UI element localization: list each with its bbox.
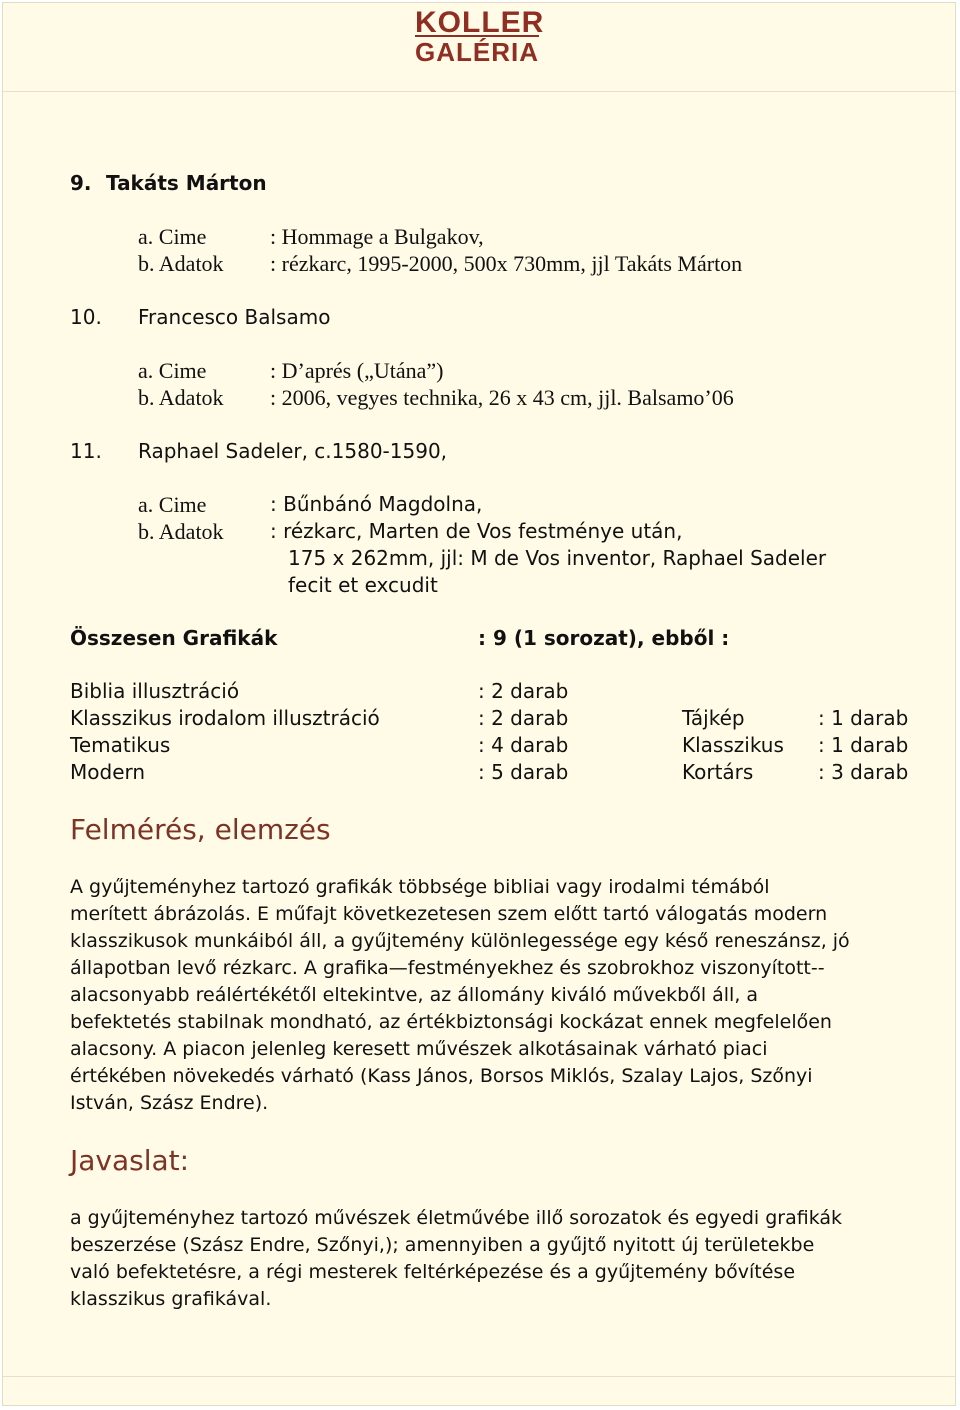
- assessment-paragraph: [70, 874, 920, 1117]
- koller-galeria-logo: [415, 6, 545, 67]
- item-number: 9.: [70, 171, 92, 195]
- summary-row-label-2: Klasszikus: [682, 733, 784, 757]
- summary-row-label: Tematikus: [70, 733, 171, 757]
- paragraph-line: klasszikus grafikával.: [70, 1288, 272, 1310]
- paragraph-line: befektetés stabilnak mondható, az értékbiztonsági kockázat ennek megfelelően: [70, 1011, 832, 1033]
- paragraph-line: alacsonyabb reálértékétől eltekintve, az állomány kiváló művekből áll, a: [70, 984, 759, 1006]
- item-row-key: b. Adatok: [138, 251, 224, 276]
- item-row-key: a. Cime: [138, 224, 207, 249]
- paragraph-line: István, Szász Endre).: [70, 1092, 269, 1114]
- paragraph-line: állapotban levő rézkarc. A grafika—festményekhez és szobrokhoz viszonyított--: [70, 957, 825, 979]
- item-row-continuation: fecit et excudit: [288, 573, 438, 597]
- paragraph-line: a gyűjteményhez tartozó művészek életművébe illő sorozatok és egyedi grafikák: [70, 1207, 843, 1229]
- item-row-key: b. Adatok: [138, 385, 224, 410]
- item-row-value: : rézkarc, Marten de Vos festménye után,: [270, 519, 683, 543]
- paragraph-line: beszerzése (Szász Endre, Szőnyi,); amennyiben a gyűjtő nyitott új területekbe: [70, 1234, 815, 1256]
- item-number: 11.: [70, 439, 102, 463]
- item-row-key: a. Cime: [138, 492, 207, 517]
- proposal-paragraph: [70, 1205, 920, 1313]
- item-artist: Francesco Balsamo: [138, 305, 331, 329]
- paragraph-line: való befektetésre, a régi mesterek feltérképezése és a gyűjtemény bővítése: [70, 1261, 796, 1283]
- item-row-value: : Bűnbánó Magdolna,: [270, 492, 483, 516]
- item-artist: Takáts Márton: [106, 171, 267, 195]
- item-row-value: : 2006, vegyes technika, 26 x 43 cm, jjl. Balsamo’06: [270, 385, 734, 410]
- summary-row-label: Klasszikus irodalom illusztráció: [70, 706, 380, 730]
- summary-row-label: Biblia illusztráció: [70, 679, 240, 703]
- summary-row-label-2: Kortárs: [682, 760, 754, 784]
- proposal-heading: Javaslat:: [70, 1144, 190, 1177]
- item-row-value: : Hommage a Bulgakov,: [270, 224, 484, 249]
- footer-divider: [2, 1376, 956, 1377]
- paragraph-line: alacsony. A piacon jelenleg keresett művészek alkotásainak várható piaci: [70, 1038, 768, 1060]
- paragraph-line: A gyűjteményhez tartozó grafikák többsége bibliai vagy irodalmi témából: [70, 876, 770, 898]
- summary-total: : 9 (1 sorozat), ebből :: [478, 626, 730, 650]
- summary-row-count: : 5 darab: [478, 760, 569, 784]
- item-row-continuation: 175 x 262mm, jjl: M de Vos inventor, Raphael Sadeler: [288, 546, 827, 570]
- item-row-value: : D’aprés („Utána”): [270, 358, 444, 383]
- summary-row-label-2: Tájkép: [682, 706, 745, 730]
- item-number: 10.: [70, 305, 102, 329]
- summary-row-count: : 4 darab: [478, 733, 569, 757]
- paragraph-line: merített ábrázolás. E műfajt következetesen szem előtt tartó válogatás modern: [70, 903, 828, 925]
- logo-line-1: KOLLER: [415, 6, 545, 39]
- logo-line-2: GALÉRIA: [415, 37, 539, 67]
- assessment-heading: Felmérés, elemzés: [70, 813, 331, 846]
- paragraph-line: klasszikusok munkáiból áll, a gyűjtemény különlegessége egy késő reneszánsz, jó: [70, 930, 850, 952]
- item-row-key: a. Cime: [138, 358, 207, 383]
- summary-row-count-2: : 1 darab: [818, 706, 909, 730]
- summary-row-label: Modern: [70, 760, 146, 784]
- item-artist: Raphael Sadeler, c.1580-1590,: [138, 439, 448, 463]
- summary-row-count: : 2 darab: [478, 679, 569, 703]
- summary-row-count-2: : 1 darab: [818, 733, 909, 757]
- summary-row-count: : 2 darab: [478, 706, 569, 730]
- paragraph-line: értékében növekedés várható (Kass János, Borsos Miklós, Szalay Lajos, Szőnyi: [70, 1065, 813, 1087]
- summary-title: Összesen Grafikák: [70, 626, 278, 650]
- item-row-key: b. Adatok: [138, 519, 224, 544]
- summary-row-count-2: : 3 darab: [818, 760, 909, 784]
- item-row-value: : rézkarc, 1995-2000, 500x 730mm, jjl Takáts Márton: [270, 251, 743, 276]
